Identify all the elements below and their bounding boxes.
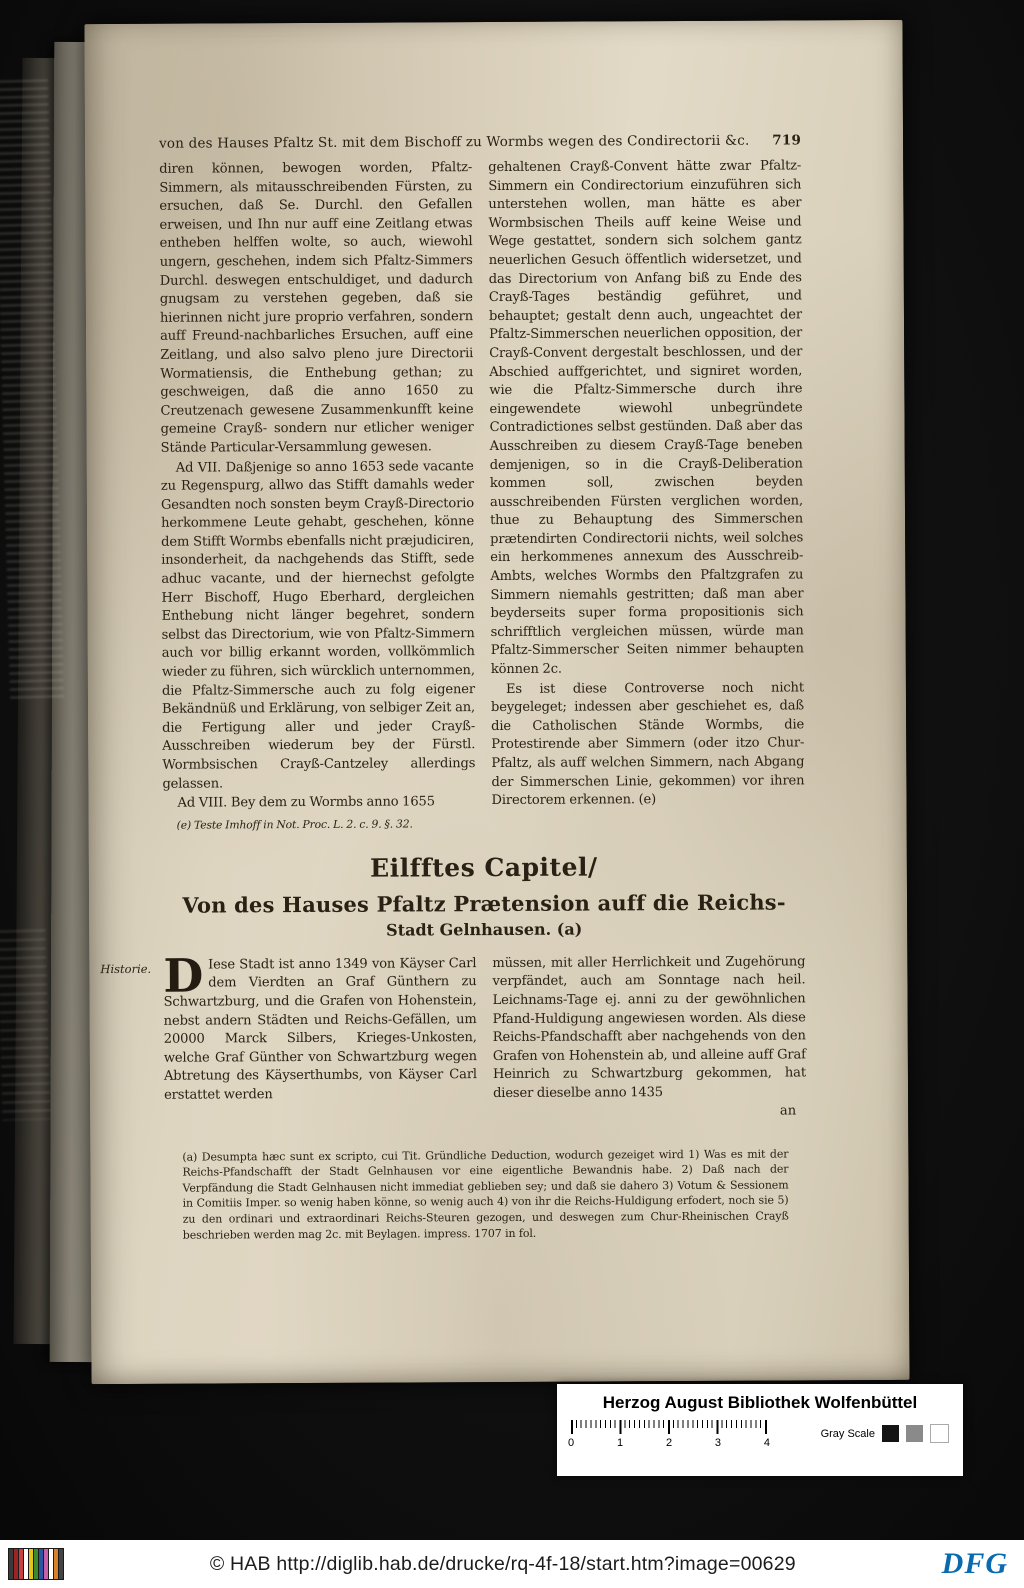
paragraph: müssen, mit aller Herrlichkeit und Zugehörung verpfändet, auch am Sonntage nach heil. Leichnams-Tage ej. anni zu der gewöhnlichen Pfand-Huldigung angewiesen worden. Als diese Reichs-Pfandschafft aber nachgehends von den Grafen von Hohenstein ab, und alleine auff Graf Heinrich zu Schwartzburg gekommen, hat dieser dieselbe anno 1435 [492, 954, 806, 1101]
footnote: (a) Desumpta hæc sunt ex scripto, cui Tit. Gründliche Deduction, wodurch gezeiget wird 1) Was es mit der Reichs-Pfandschafft der Stadt Gelnhausen vor eine eigentliche Bewandnis habe. 2) Daß nach der Verpfändung die Stadt Gelnhausen nicht immediat geblieben sey; und daß sie dahero 3) Votum & Sessionem in Comitiis Imper. so wenig haben könne, so wenig auch 4) von ihr die Reichs-Huldigung erfodert, noch sie 5) zu den ordinari und extraordinari Reichs-Steuren gezogen, und deswegen zum Chur-Rheinischen Crayß beschrieben werden mag 2c. mit Beylagen. impress. 1707 in fol. [182, 1147, 789, 1242]
underlying-page-text [0, 929, 50, 1120]
chapter-title-line1: Eilfftes Capitel/ [370, 852, 598, 883]
chapter-heading [163, 851, 805, 940]
dfg-logo: DFG [941, 1547, 1008, 1580]
margin-note: Historie. [100, 961, 152, 976]
library-reference-card [557, 1384, 963, 1476]
gray-scale-patch-white [930, 1424, 949, 1443]
ruler-number: 4 [763, 1437, 770, 1449]
ruler-numbers [568, 1437, 770, 1449]
body-text-columns [163, 948, 806, 1123]
ruler-number: 1 [616, 1437, 624, 1449]
paragraph: diren können, bewogen worden, Pfaltz-Simmern, als mitausschreibenden Fürsten, zu ersuchen, daß Se. Durchl. den Gefallen erweisen, und Ihn nur auff eine Zeitlang etwas entheben helffen wolte, so auch, wiewohl ungern, geschehen, indem sich Pfaltz-Simmers Durchl. deswegen entschuldiget, und dadurch gnugsam zu verstehen gegeben, daß sie hierinnen nicht jure proprio verfahren, sondern auff Freund-nachbarliches Ersuchen, auff eine Zeitlang, und also salvo pleno jure Directorii Wormatiensis, die Enthebung gethan; zu geschweigen, daß die anno 1650 zu Creutzenach gewesene Zusammenkunfft keine gemeine Crayß- sondern nur etlicher weniger Stände Particular-Versammlung gewesen. [159, 160, 474, 456]
chapter-title-line2: Von des Hauses Pfaltz Prætension auff die Reichs- [182, 889, 786, 918]
column-footnote: (e) Teste Imhoff in Not. Proc. L. 2. c. 9. §. 32. [176, 817, 413, 832]
right-column [488, 157, 805, 830]
catchword: an [779, 1102, 797, 1119]
gray-scale [821, 1424, 949, 1443]
page-content [100, 132, 807, 1242]
gray-scale-patch-black [882, 1425, 899, 1442]
measurement-ruler [568, 1420, 770, 1458]
calibration-row [557, 1420, 963, 1458]
copyright-url: © HAB http://diglib.hab.de/drucke/rq-4f-18/start.htm?image=00629 [209, 1552, 796, 1575]
running-header-title: von des Hauses Pfaltz St. mit dem Bischoff zu Wormbs wegen des Condirectorii &c. [159, 132, 750, 152]
color-calibration-strip [8, 1548, 64, 1580]
ruler-number: 2 [665, 1437, 673, 1449]
left-column [159, 159, 476, 832]
ruler-number: 0 [568, 1437, 575, 1449]
paragraph-ad-vii: Ad VII. Daßjenige so anno 1653 sede vacante zu Regenspurg, allwo das Stifft damahls weder Gesandten noch sonsten beym Crayß-Directorio herkommene Leute gehabt, geschehen, könne dem Stifft Wormbs ebenfalls nicht præjudiciren, insonderheit, da nachgehends das Stifft, sede adhuc vacante, und der hiernechst gefolgte Herr Bischoff, Hugo Eberhard, dergleichen Enthebung nicht länger begehret, sondern selbst das Directorium, wie von Pfaltz-Simmern auch vor billig erkannt worden, vollkömmlich wieder zu führen, sich würcklich unternommen, die Pfaltz-Simmersche auch zu folg eigener Bekändnüß und Erklärung, von selbiger Zeit an, die Fertigung aller und jeder Crayß-Ausschreiben wiederum bey der Fürstl. Wormbsischen Crayß-Cantzeley allerdings gelassen. [160, 458, 476, 792]
paragraph: Es ist diese Controverse noch nicht beygeleget; indessen aber geschiehet es, daß die Catholischen Stände Wormbs, die Protestirende aber Simmern (oder itzo Chur-Pfaltz, als auff welchen Simmern, nach Abgang der Simmerschen Linie, gekommen) vor ihren Directorem erkennen. (e) [490, 680, 805, 809]
running-header [159, 132, 801, 151]
page-number: 719 [772, 132, 802, 149]
gray-scale-patch-gray [906, 1425, 923, 1442]
library-name: Herzog August Bibliothek Wolfenbüttel [602, 1393, 918, 1412]
chapter-title-line3: Stadt Gelnhausen. (a) [386, 919, 583, 940]
paragraph-dropcap: DIese Stadt ist anno 1349 von Käyser Carl dem Vierdten an Graf Günthern zu Schwartzburg, und die Grafen von Hohenstein, nebst andern Städten und Reichs-Gefällen, um 20000 Marck Silbers, Krieges-Unkosten, welche Graf Günther von Schwartzburg wegen Abtretung des Käyserthumbs, von Käyser Carl erstattet werden [163, 948, 477, 1103]
body-right-column [492, 953, 806, 1121]
ruler-cm-ticks [571, 1420, 767, 1434]
main-text-columns [159, 157, 805, 832]
gray-scale-label: Gray Scale [820, 1427, 875, 1440]
paragraph: gehaltenen Crayß-Convent hätte zwar Pfaltz-Simmern ein Condirectorium einzuführen sich unterstehen wollen, man hätte es aber Wormbsischen Theils auff keine Weise und Wege gestattet, sondern sich solchem gantz neuerlichen Gesuch öffentlich widersetzet, und das Directorium von Anfang biß zu Ende des Crayß-Tages beständig geführet, und behauptet; gestalt denn auch, ungeachtet der Pfaltz-Simmerschen neuerlichen opposition, der Crayß-Convent dergestalt beschlossen, und der Abschied auffgerichtet, und signiret worden, wie die Pfaltz-Simmersche durch ihre eingewendete wiewohl unbegründete Contradictiones selbst gestünden. Daß aber das Ausschreiben zu diesem Crayß-Tage beneben demjenigen, so in die Crayß-Deliberation kommen soll, zwischen beyden ausschreibenden Fürsten verglichen worden, thue zu Behauptung des Simmerschen prætendirten Condirectorii nichts, weil solches ein herkommenes annexum des Ausschreib-Ambts, welches Wormbs den Pfaltzgrafen zu Simmern niemahls gestritten; daß man aber beyderseits super forma propositionis sich schrifftlich vergleichen müssen, würde man Pfaltz-Simmerscher Seiten nimmer behaupten können 2c. [488, 158, 804, 678]
footer-bar [0, 1540, 1024, 1588]
scanned-page [84, 20, 909, 1384]
ruler-number: 3 [714, 1437, 722, 1449]
chapter-body [100, 948, 806, 1123]
paragraph-ad-viii: Ad VIII. Bey dem zu Wormbs anno 1655 [177, 794, 435, 811]
body-left-column [163, 948, 477, 1123]
